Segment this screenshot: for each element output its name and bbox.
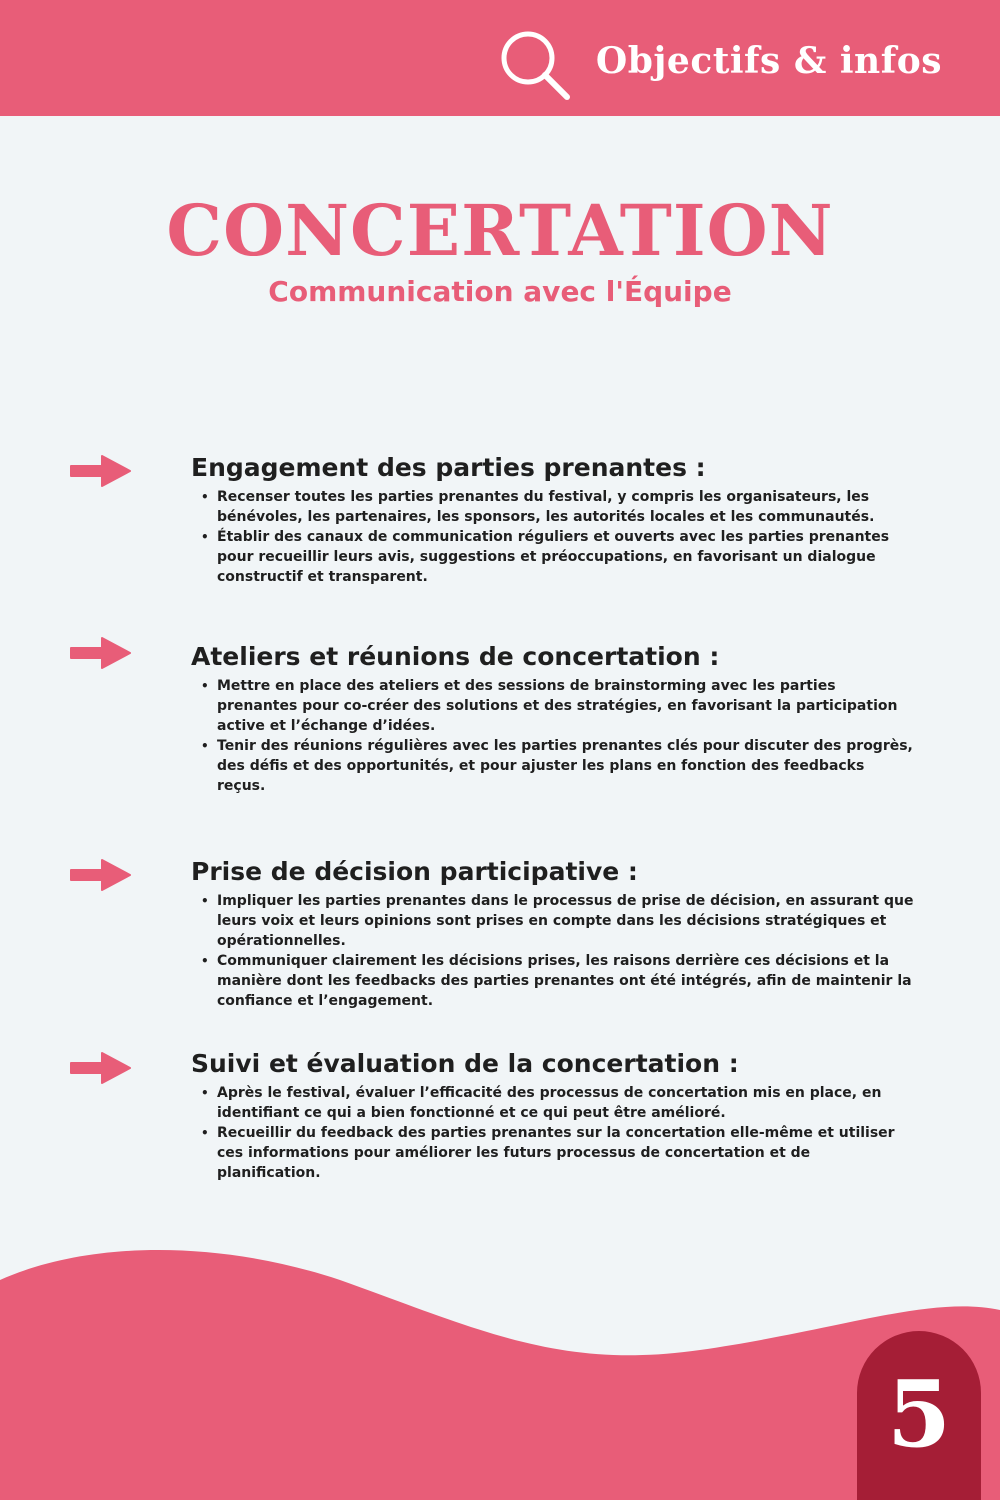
bullet-item: • Mettre en place des ateliers et des sessions de brainstorming avec les parties prenantes pour co-créer des solutions et des stratégies, en favorisant la participation active et l’échange d’idées. — [197, 676, 917, 736]
section-heading: Engagement des parties prenantes : — [191, 453, 706, 482]
page-number-badge — [857, 1331, 981, 1500]
header-bar — [0, 0, 1000, 116]
page-number: 5 — [886, 1360, 951, 1468]
bullet-item: • Après le festival, évaluer l’efficacité des processus de concertation mis en place, en identifiant ce qui a bien fonctionné et ce qui peut être amélioré. — [197, 1083, 917, 1123]
section-heading: Ateliers et réunions de concertation : — [191, 642, 720, 671]
bullet-item: • Communiquer clairement les décisions prises, les raisons derrière ces décisions et la manière dont les feedbacks des parties prenantes ont été intégrés, afin de maintenir la confiance et l’engagement. — [197, 951, 917, 1011]
header-title: Objectifs & infos — [595, 40, 942, 82]
arrow-right-icon — [68, 636, 132, 670]
page-subtitle: Communication avec l'Équipe — [268, 275, 732, 308]
section-heading: Prise de décision participative : — [191, 857, 638, 886]
page-title: CONCERTATION — [166, 189, 834, 272]
bullet-list — [197, 676, 917, 796]
bullet-item: • Recueillir du feedback des parties prenantes sur la concertation elle-même et utiliser ces informations pour améliorer les futurs processus de concertation et de planification. — [197, 1123, 917, 1183]
arrow-right-icon — [68, 1051, 132, 1085]
search-icon — [498, 28, 572, 102]
bullet-item: • Tenir des réunions régulières avec les parties prenantes clés pour discuter des progrès, des défis et des opportunités, et pour ajuster les plans en fonction des feedbacks reçus. — [197, 736, 917, 796]
footer-wave — [0, 1240, 1000, 1500]
bullet-item: • Établir des canaux de communication réguliers et ouverts avec les parties prenantes pour recueillir leurs avis, suggestions et préoccupations, en favorisant un dialogue constructif et transparent. — [197, 527, 917, 587]
section-heading: Suivi et évaluation de la concertation : — [191, 1049, 739, 1078]
arrow-right-icon — [68, 454, 132, 488]
bullet-item: • Impliquer les parties prenantes dans le processus de prise de décision, en assurant que leurs voix et leurs opinions sont prises en compte dans les décisions stratégiques et opérationnelles. — [197, 891, 917, 951]
bullet-list — [197, 487, 917, 587]
bullet-list — [197, 891, 917, 1011]
arrow-right-icon — [68, 858, 132, 892]
bullet-list — [197, 1083, 917, 1183]
bullet-item: • Recenser toutes les parties prenantes du festival, y compris les organisateurs, les bénévoles, les partenaires, les sponsors, les autorités locales et les communautés. — [197, 487, 917, 527]
